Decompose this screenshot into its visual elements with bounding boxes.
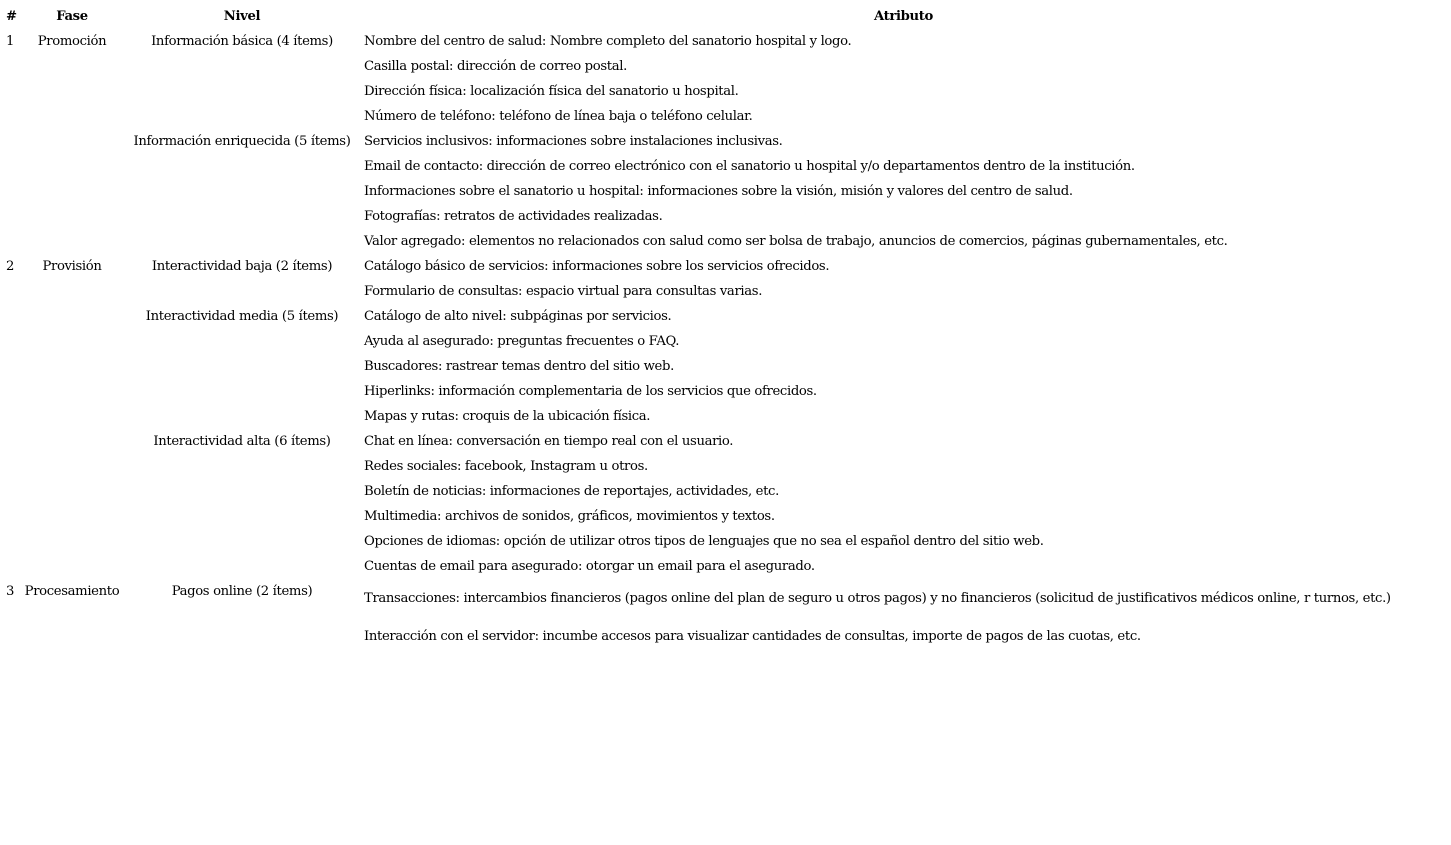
- cell-fase: [20, 504, 124, 529]
- table-row: [2, 454, 1447, 479]
- cell-fase: [20, 179, 124, 204]
- cell-fase: [20, 617, 124, 655]
- cell-fase: [20, 129, 124, 154]
- cell-nivel: Interactividad baja (2 ítems): [151, 259, 333, 274]
- cell-num: [2, 529, 20, 554]
- cell-nivel: Interactividad media (5 ítems): [145, 309, 339, 324]
- cell-fase: [20, 429, 124, 454]
- cell-num: [2, 329, 20, 354]
- cell-num: [2, 79, 20, 104]
- table-row: [2, 29, 1447, 54]
- table-row: [2, 554, 1447, 579]
- cell-nivel: [124, 504, 360, 529]
- table-row: [2, 354, 1447, 379]
- table-row: [2, 379, 1447, 404]
- cell-fase: Provisión: [42, 259, 102, 274]
- cell-fase: [20, 354, 124, 379]
- cell-num: [2, 554, 20, 579]
- cell-fase: [20, 104, 124, 129]
- table-row: [2, 329, 1447, 354]
- cell-fase: [20, 479, 124, 504]
- cell-num: [2, 404, 20, 429]
- cell-atributo: Fotografías: retratos de actividades realizadas.: [364, 209, 663, 224]
- cell-num: [2, 479, 20, 504]
- table-row: [2, 529, 1447, 554]
- table-row: [2, 79, 1447, 104]
- table-row: [2, 579, 1447, 617]
- cell-atributo: Ayuda al asegurado: preguntas frecuentes o FAQ.: [364, 334, 680, 349]
- cell-nivel: [124, 529, 360, 554]
- cell-fase: [20, 404, 124, 429]
- cell-nivel: [124, 204, 360, 229]
- cell-fase: [20, 279, 124, 304]
- table-row: [2, 229, 1447, 254]
- header-row: [2, 4, 1447, 29]
- cell-atributo: Redes sociales: facebook, Instagram u otros.: [364, 459, 648, 474]
- cell-num: [2, 179, 20, 204]
- table-row: [2, 429, 1447, 454]
- cell-fase: [20, 529, 124, 554]
- table-row: [2, 204, 1447, 229]
- cell-num: [2, 354, 20, 379]
- attributes-table: [2, 4, 1447, 655]
- cell-num: [2, 504, 20, 529]
- cell-num: [2, 379, 20, 404]
- cell-atributo: Interacción con el servidor: incumbe accesos para visualizar cantidades de consultas, importe de pagos de las cuotas, etc.: [364, 628, 1141, 644]
- cell-atributo: Multimedia: archivos de sonidos, gráficos, movimientos y textos.: [364, 509, 775, 524]
- cell-fase: [20, 329, 124, 354]
- cell-num: [2, 279, 20, 304]
- cell-num: [2, 54, 20, 79]
- cell-atributo: Opciones de idiomas: opción de utilizar otros tipos de lenguajes que no sea el español dentro del sitio web.: [364, 534, 1044, 549]
- cell-fase: [20, 554, 124, 579]
- cell-num: [2, 229, 20, 254]
- header-fase: Fase: [56, 9, 88, 24]
- cell-atributo: Valor agregado: elementos no relacionados con salud como ser bolsa de trabajo, anuncios de comercios, páginas gubernamentales, etc.: [364, 234, 1228, 249]
- table-row: [2, 504, 1447, 529]
- cell-num: [2, 154, 20, 179]
- cell-nivel: [124, 454, 360, 479]
- cell-fase: [20, 154, 124, 179]
- cell-num: 3: [6, 584, 15, 599]
- cell-nivel: Pagos online (2 ítems): [171, 584, 313, 599]
- table-row: [2, 104, 1447, 129]
- cell-fase: Promoción: [37, 34, 107, 49]
- table-row: [2, 279, 1447, 304]
- cell-nivel: [124, 79, 360, 104]
- cell-atributo: Formulario de consultas: espacio virtual para consultas varias.: [364, 284, 763, 299]
- cell-num: [2, 104, 20, 129]
- cell-num: [2, 204, 20, 229]
- cell-fase: [20, 54, 124, 79]
- cell-nivel: [124, 154, 360, 179]
- cell-atributo: Catálogo de alto nivel: subpáginas por servicios.: [364, 309, 672, 324]
- cell-num: [2, 129, 20, 154]
- table-row: [2, 304, 1447, 329]
- cell-atributo: Mapas y rutas: croquis de la ubicación física.: [364, 409, 651, 424]
- header-atributo: Atributo: [874, 9, 933, 24]
- header-num: #: [6, 9, 17, 24]
- cell-nivel: [124, 404, 360, 429]
- cell-fase: [20, 379, 124, 404]
- cell-atributo: Chat en línea: conversación en tiempo real con el usuario.: [364, 434, 734, 449]
- cell-fase: Procesamiento: [24, 584, 120, 599]
- cell-atributo: Cuentas de email para asegurado: otorgar un email para el asegurado.: [364, 559, 815, 574]
- cell-nivel: [124, 379, 360, 404]
- cell-atributo: Boletín de noticias: informaciones de reportajes, actividades, etc.: [364, 484, 779, 499]
- cell-nivel: [124, 554, 360, 579]
- cell-atributo: Informaciones sobre el sanatorio u hospital: informaciones sobre la visión, misión y valores del centro de salud.: [364, 184, 1073, 199]
- cell-nivel: Interactividad alta (6 ítems): [153, 434, 331, 449]
- cell-fase: [20, 304, 124, 329]
- cell-atributo: Transacciones: intercambios financieros (pagos online del plan de seguro u otros pagos) y no financieros (solicitud de justificativos médicos online, r turnos, etc.): [364, 590, 1391, 606]
- cell-nivel: [124, 279, 360, 304]
- cell-nivel: [124, 617, 360, 655]
- cell-atributo: Catálogo básico de servicios: informaciones sobre los servicios ofrecidos.: [364, 259, 830, 274]
- cell-nivel: Información enriquecida (5 ítems): [133, 134, 351, 149]
- cell-fase: [20, 79, 124, 104]
- cell-atributo: Nombre del centro de salud: Nombre completo del sanatorio hospital y logo.: [364, 34, 852, 49]
- table-body: [2, 29, 1447, 655]
- table-row: [2, 479, 1447, 504]
- cell-nivel: [124, 329, 360, 354]
- cell-atributo: Email de contacto: dirección de correo electrónico con el sanatorio u hospital y/o departamentos dentro de la institución.: [364, 159, 1135, 174]
- table-header: [2, 4, 1447, 29]
- cell-num: 2: [6, 259, 15, 274]
- cell-atributo: Dirección física: localización física del sanatorio u hospital.: [364, 84, 739, 99]
- cell-num: 1: [6, 34, 15, 49]
- cell-nivel: [124, 354, 360, 379]
- cell-num: [2, 429, 20, 454]
- cell-nivel: Información básica (4 ítems): [151, 34, 333, 49]
- table-row: [2, 179, 1447, 204]
- cell-atributo: Número de teléfono: teléfono de línea baja o teléfono celular.: [364, 109, 753, 124]
- cell-atributo: Buscadores: rastrear temas dentro del sitio web.: [364, 359, 674, 374]
- table-row: [2, 254, 1447, 279]
- cell-num: [2, 304, 20, 329]
- cell-atributo: Casilla postal: dirección de correo postal.: [364, 59, 627, 74]
- cell-nivel: [124, 104, 360, 129]
- cell-atributo: Servicios inclusivos: informaciones sobre instalaciones inclusivas.: [364, 134, 783, 149]
- cell-atributo: Hiperlinks: información complementaria de los servicios que ofrecidos.: [364, 384, 817, 399]
- cell-fase: [20, 454, 124, 479]
- table-row: [2, 404, 1447, 429]
- header-nivel: Nivel: [223, 9, 261, 24]
- table-row: [2, 154, 1447, 179]
- cell-nivel: [124, 179, 360, 204]
- cell-fase: [20, 229, 124, 254]
- cell-nivel: [124, 54, 360, 79]
- cell-nivel: [124, 479, 360, 504]
- cell-fase: [20, 204, 124, 229]
- table-row: [2, 617, 1447, 655]
- table-row: [2, 54, 1447, 79]
- cell-nivel: [124, 229, 360, 254]
- cell-num: [2, 617, 20, 655]
- table-row: [2, 129, 1447, 154]
- cell-num: [2, 454, 20, 479]
